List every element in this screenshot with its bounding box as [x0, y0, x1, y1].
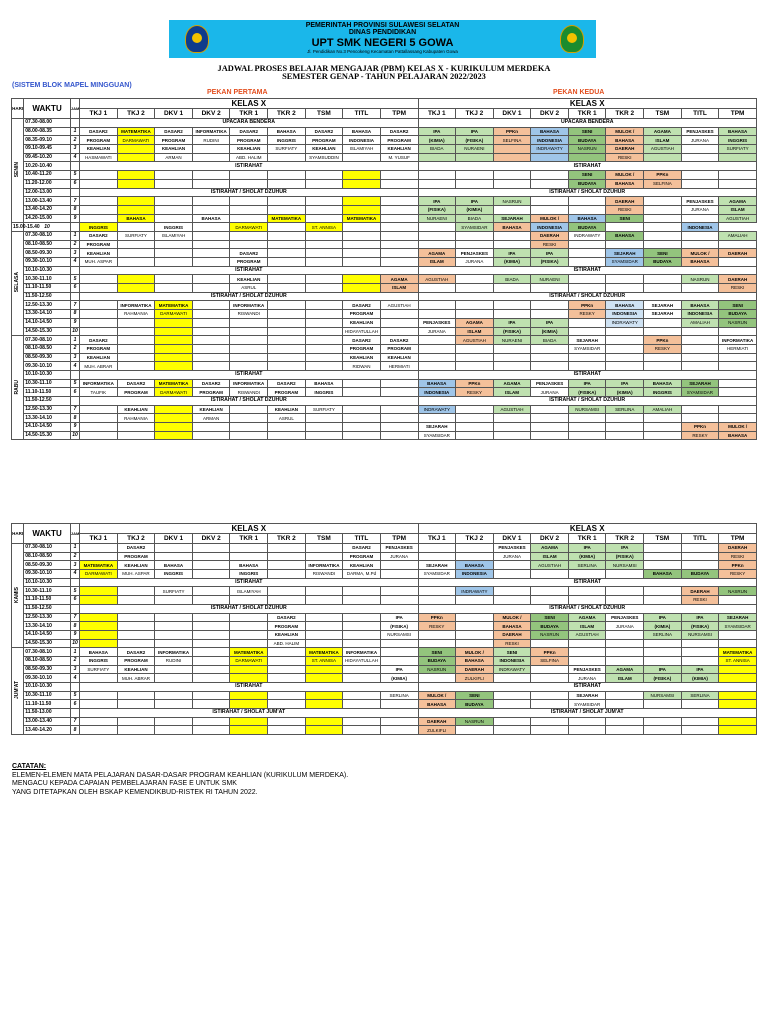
class-header: TSM [644, 109, 682, 119]
class-header: TKJ 1 [418, 534, 456, 544]
class-header: TKJ 2 [456, 109, 494, 119]
waktu-header: WAKTU [24, 524, 71, 544]
hari-header: HARI [12, 99, 24, 119]
istirahat-p1: ISTIRAHAT [80, 370, 418, 379]
istirahat-p1: ISTIRAHAT [80, 578, 418, 587]
istirahat-p2: ISTIRAHAT [418, 370, 757, 379]
class-header: TKR 1 [230, 534, 268, 544]
class-header: TKR 2 [268, 534, 306, 544]
class-header: DKV 1 [155, 109, 193, 119]
upacara-p2: UPACARA BENDERA [418, 119, 757, 128]
class-header: TITL [343, 109, 381, 119]
letterhead-banner [169, 20, 596, 58]
class-header: TKJ 2 [117, 109, 155, 119]
pekan-pertama-label: PEKAN PERTAMA [207, 89, 268, 96]
day-rabu: RABU [12, 336, 24, 440]
schedule-table-2: HARI WAKTU JAM KELAS X KELAS X TKJ 1 TKJ 2 DKV 1 DKV 2 TKR 1 TKR 2 TSM TITL TPM TKJ 1 TKJ 2 DKV 1 DKV 2 TKR 1 TKR 2 TSM TITL TPM KAMIS 07.30-08.10 1 DASAR2 DASAR2 PENJASKES PENJASKES AGAMA IPA IPA DAERAH 08.10-08.50 2 PROGRAM PROGRAM JURANA JURANA ISLAM (KIMIA) (FISIKA) RESKI 08.50-09.30 3 MATEMATIKA KEAHLIAN BAHASA BAHASA INFORMATIKA KEAHLIAN SEJARAH BAHASA AGUSTIAH SERLINA NURSAMSI PPKn 09.30-10.10 4 DARMAWATI MUH. ASPAR INGGRIS INGGRIS RISWANDI DARMA, M.Pd SYAMSIDAR INDONESIA BAHASA BUDAYA RESKY 10.10-10.30 ISTIRAHAT ISTIRAHAT 10.30-11.10 5 SURFIATY ISLAMIYAH INDRAWATY DAERAH NASRUN 11.10-11.50 6 RESKI 11.50-12.50 ISTIRAHAT / SHOLAT DZUHUR ISTIRAHAT / SHOLAT DZUHUR 12.50-13.30 7 DASAR2 IPA PPKn MULOK / SENI AGAMA PENJASKES IPA IPA SEJARAH 13.30-14.10 8 PROGRAM (FISIKA) RESKY BAHASA BUDAYA ISLAM JURANA (KIMIA) (FISIKA) SYAMSIDAR 14.10-14.50 9 KEAHLIAN NURSAMSI DAERAH NASRUN AGUSTIAH SERLINA NURSAMSI 14.50-15.30 10 ABD. HALIM RESKI JUM'AT 07.30-08.10 1 BAHASA DASAR2 INFORMATIKA MATEMATIKA MATEMATIKA INFORMATIKA SENI MULOK / SENI PPKn MATEMATIKA 08.10-08.50 2 INGGRIS PROGRAM RUDINI DARMAWATI ST. ANNISA HIDAYATULLAH BUDAYA BAHASA INDONESIA SELFINA ST. ANNISA 08.50-09.30 3 SURFIATY KEAHLIAN IPA NASRUN DAERAH INDRAWATY PENJASKES AGAMA IPA IPA 09.30-10.10 4 MUH. ABRAR (KIMIA) ZULKIFLI JURANA ISLAM (FISIKA) (KIMIA) 10.10-10.30 ISTIRAHAT ISTIRAHAT 10.30-11.10 5 SERLINA MULOK / SENI SEJARAH NURSAMSI SERLINA 11.10-11.50 6 BAHASA BUDAYA SYAMSIDAR 11.50-13.00 ISTIRAHAT / SHOLAT JUM'AT ISTIRAHAT / SHOLAT JUM'AT 13.00-13.40 7 DAERAH NASRUN 13.40-14.20 8 ZULKIFLI [11, 523, 757, 735]
class-header: TKR 2 [268, 109, 306, 119]
day-jumat: JUM'AT [12, 648, 24, 735]
jam-header: JAM [70, 99, 79, 119]
istirahat-p1: ISTIRAHAT [80, 683, 418, 692]
class-header: TPM [380, 534, 418, 544]
sholat-p2: ISTIRAHAT / SHOLAT DZUHUR [418, 397, 757, 406]
day-senin: SENIN [12, 119, 24, 223]
sholat-jumat-p1: ISTIRAHAT / SHOLAT JUM'AT [80, 709, 418, 718]
class-header: DKV 2 [192, 534, 230, 544]
header-line-1: PEMERINTAH PROVINSI SULAWESI SELATAN [305, 22, 460, 29]
istirahat-p2: ISTIRAHAT [418, 266, 757, 275]
pekan-kedua-label: PEKAN KEDUA [553, 89, 605, 96]
istirahat-p2: ISTIRAHAT [418, 578, 757, 587]
sholat-p2: ISTIRAHAT / SHOLAT DZUHUR [418, 292, 757, 301]
sholat-p2: ISTIRAHAT / SHOLAT DZUHUR [418, 188, 757, 197]
province-logo-icon [185, 25, 209, 53]
class-header: DKV 2 [531, 534, 569, 544]
schedule-title: JADWAL PROSES BELAJAR MENGAJAR (PBM) KELAS X - KURIKULUM MERDEKA [217, 64, 551, 73]
note-line: MENGACU KEPADA CAPAIAN PEMBELAJARAN FASE E UNTUK SMK [12, 780, 237, 787]
class-header: TPM [380, 109, 418, 119]
upacara-p1: UPACARA BENDERA [80, 119, 418, 128]
class-header: TKJ 1 [80, 109, 118, 119]
kelas-header-p2: KELAS X [418, 99, 757, 109]
class-header: TKR 1 [568, 109, 606, 119]
istirahat-p2: ISTIRAHAT [418, 162, 757, 171]
istirahat-p1: ISTIRAHAT [80, 266, 418, 275]
class-header: TKR 2 [606, 534, 644, 544]
class-header: DKV 1 [493, 109, 531, 119]
day-kamis: KAMIS [12, 544, 24, 648]
class-header: DKV 1 [493, 534, 531, 544]
class-header: TKJ 2 [117, 534, 155, 544]
class-header: TSM [305, 109, 343, 119]
class-header: TKR 1 [568, 534, 606, 544]
sholat-p1: ISTIRAHAT / SHOLAT DZUHUR [80, 397, 418, 406]
header-school-name: UPT SMK NEGERI 5 GOWA [311, 37, 454, 49]
regency-logo-icon [560, 25, 584, 53]
sholat-p1: ISTIRAHAT / SHOLAT DZUHUR [80, 604, 418, 613]
notes-heading: CATATAN: [12, 763, 47, 770]
sholat-p1: ISTIRAHAT / SHOLAT DZUHUR [80, 292, 418, 301]
schedule-table-1: HARI WAKTU JAM KELAS X KELAS X TKJ 1 TKJ 2 DKV 1 DKV 2 TKR 1 TKR 2 TSM TITL TPM TKJ 1 TKJ 2 DKV 1 DKV 2 TKR 1 TKR 2 TSM TITL TPM SENIN 07.30-08.00 UPACARA BENDERA UPACARA BENDERA 08.00-08.35 1 DASAR2 MATEMATIKA DASAR2 INFORMATIKA DASAR2 BAHASA DASAR2 BAHASA DASAR2 IPA IPA PPKn BAHASA SENI MULOK / AGAMA PENJASKES BAHASA 08.35-09.10 2 PROGRAM DARMAWATI PROGRAM RUDINI PROGRAM INGGRIS PROGRAM INDONESIA PROGRAM (KIMIA) (FISIKA) SELFINA INDONESIA BUDAYA BAHASA ISLAM JURANA INGGRIS 09.10-09.45 3 KEAHLIAN KEAHLIAN KEAHLIAN SURFIATY KEAHLIAN ISLAMIYAH KEAHLIAN BIADA NURAENI INDRAWATY NASRUN DAERAH AGUSTIAH SURFIATY 09.45-10.20 4 HASMAWATI ARMAN ABD. HALIM SYAMSUDDIN M. YUSUF RESKI 10.20-10.40 ISTIRAHAT ISTIRAHAT 10.40-11.20 5 SENI MULOK / PPKn 11.20-12.00 6 BUDAYA BAHASA SELFINA 12.00-13.00 ISTIRAHAT / SHOLAT DZUHUR ISTIRAHAT / SHOLAT DZUHUR 13.00-13.40 7 IPA IPA NASRUN DAERAH PENJASKES AGAMA 13.40-14.20 8 (FISIKA) (KIMIA) RESKI JURANA ISLAM 14.20-15.00 9 BAHASA BAHASA MATEMATIKA MATEMATIKA NURAENI BIADA SEJARAH MULOK / BAHASA SENI AGUSTIAH 15.00-15.40 10 INGGRIS INGGRIS DARMAWATI ST. ANNISA SYAMSIDAR BAHASA INDONESIA BUDAYA INDONESIA SELASA 07.30-08.10 1 DASAR2 SURFIATY ISLAMIYAH DAERAH INDRAWATY BAHASA AMALIAH 08.10-08.50 2 PROGRAM RESKI 08.50-09.30 3 KEAHLIAN DASAR2 AGAMA PENJASKES IPA IPA SEJARAH SENI MULOK / DAERAH 09.30-10.10 4 MUH. ASPAR PROGRAM ISLAM JURANA (KIMIA) (FISIKA) SYAMSIDAR BUDAYA BAHASA 10.10-10.30 ISTIRAHAT ISTIRAHAT 10.30-11.10 5 KEAHLIAN AGAMA AGUSTIAH BIADA NURAENI NASRUN DAERAH 11.10-11.50 6 ASRUL ISLAM RESKI 11.50-12.50 ISTIRAHAT / SHOLAT DZUHUR ISTIRAHAT / SHOLAT DZUHUR 12.50-13.30 7 INFORMATIKA MATEMATIKA INFORMATIKA DASAR2 AGUSTIAH PPKn BAHASA SEJARAH BAHASA SENI 13.30-14.10 8 RAHMANIA DARMAWATI RISWANDI PROGRAM RESKY INDONESIA SEJARAH INDONESIA BUDAYA 14.10-14.50 9 KEAHLIAN PENJASKES AGAMA IPA IPA INDRAWATY AMALIAH NASRUN 14.50-15.30 10 HIDAYATULLAH JURANA ISLAM (FISIKA) (KIMIA) RABU 07.30-08.10 1 DASAR2 DASAR2 DASAR2 AGUSTIAH NURAENI BIADA SEJARAH PPKn INFORMATIKA 08.10-08.50 2 PROGRAM PROGRAM PROGRAM SYAMSIDAR RESKY HERMIATI 08.50-09.30 3 KEAHLIAN KEAHLIAN KEAHLIAN 09.30-10.10 4 MUH. ABRAR RIDWAN HERMIATI 10.10-10.30 ISTIRAHAT ISTIRAHAT 10.30-11.10 5 INFORMATIKA DASAR2 MATEMATIKA DASAR2 INFORMATIKA DASAR2 BAHASA BAHASA PPKn AGAMA PENJASKES IPA IPA BAHASA SEJARAH 11.10-11.50 6 TAUFIK PROGRAM DARMAWATI PROGRAM RISWANDI PROGRAM INGGRIS INDONESIA RESKY ISLAM JURANA (FISIKA) (KIMIA) INGGRIS SYAMSIDAR 11.50-12.50 ISTIRAHAT / SHOLAT DZUHUR ISTIRAHAT / SHOLAT DZUHUR 12.50-13.30 7 KEAHLIAN KEAHLIAN KEAHLIAN SURFIATY INDRAWATY AGUSTIAH NURSAMSI SERLINA AMALIAH 13.30-14.10 8 RAHMANIA ARMAN ASRUL 14.10-14.50 9 SEJARAH PPKn MULOK / 14.50-15.30 10 SYAMSIDAR RESKY BAHASA [11, 98, 757, 440]
class-header: TKJ 1 [80, 534, 118, 544]
class-header: TSM [644, 534, 682, 544]
sholat-p2: ISTIRAHAT / SHOLAT DZUHUR [418, 604, 757, 613]
class-header: DKV 2 [531, 109, 569, 119]
waktu-header: WAKTU [24, 99, 71, 119]
istirahat-p1: ISTIRAHAT [80, 162, 418, 171]
class-header: TITL [681, 109, 719, 119]
class-header: TITL [681, 534, 719, 544]
hari-header: HARI [12, 524, 24, 544]
class-header: TITL [343, 534, 381, 544]
day-selasa: SELASA [12, 231, 24, 335]
class-header: DKV 2 [192, 109, 230, 119]
jam-header: JAM [70, 524, 79, 544]
kelas-header-p2: KELAS X [418, 524, 757, 534]
header-address: Jl. Pendidikan No.3 Pencokeng Kecamatan Pattallassang Kabupaten Gowa [307, 49, 458, 54]
notes-section [12, 763, 348, 797]
sistem-label: (SISTEM BLOK MAPEL MINGGUAN) [12, 82, 132, 89]
class-header: TKJ 1 [418, 109, 456, 119]
class-header: TPM [719, 109, 757, 119]
header-line-2: DINAS PENDIDIKAN [348, 29, 417, 36]
class-header: DKV 1 [155, 534, 193, 544]
note-line: YANG DITETAPKAN OLEH BSKAP KEMENDIKBUD-RISTEK RI TAHUN 2022. [12, 788, 258, 796]
kelas-header-p1: KELAS X [80, 524, 418, 534]
istirahat-p2: ISTIRAHAT [418, 683, 757, 692]
sholat-p1: ISTIRAHAT / SHOLAT DZUHUR [80, 188, 418, 197]
class-header: TKR 1 [230, 109, 268, 119]
class-header: TSM [305, 534, 343, 544]
class-header: TPM [719, 534, 757, 544]
class-header: TKJ 2 [456, 534, 494, 544]
sholat-jumat-p2: ISTIRAHAT / SHOLAT JUM'AT [418, 709, 757, 718]
note-line: ELEMEN-ELEMEN MATA PELAJARAN DASAR-DASAR PROGRAM KEAHLIAN (KURIKULUM MERDEKA). [12, 771, 349, 779]
class-header: TKR 2 [606, 109, 644, 119]
schedule-subtitle: SEMESTER GENAP - TAHUN PELAJARAN 2022/2023 [282, 72, 486, 81]
kelas-header-p1: KELAS X [80, 99, 418, 109]
